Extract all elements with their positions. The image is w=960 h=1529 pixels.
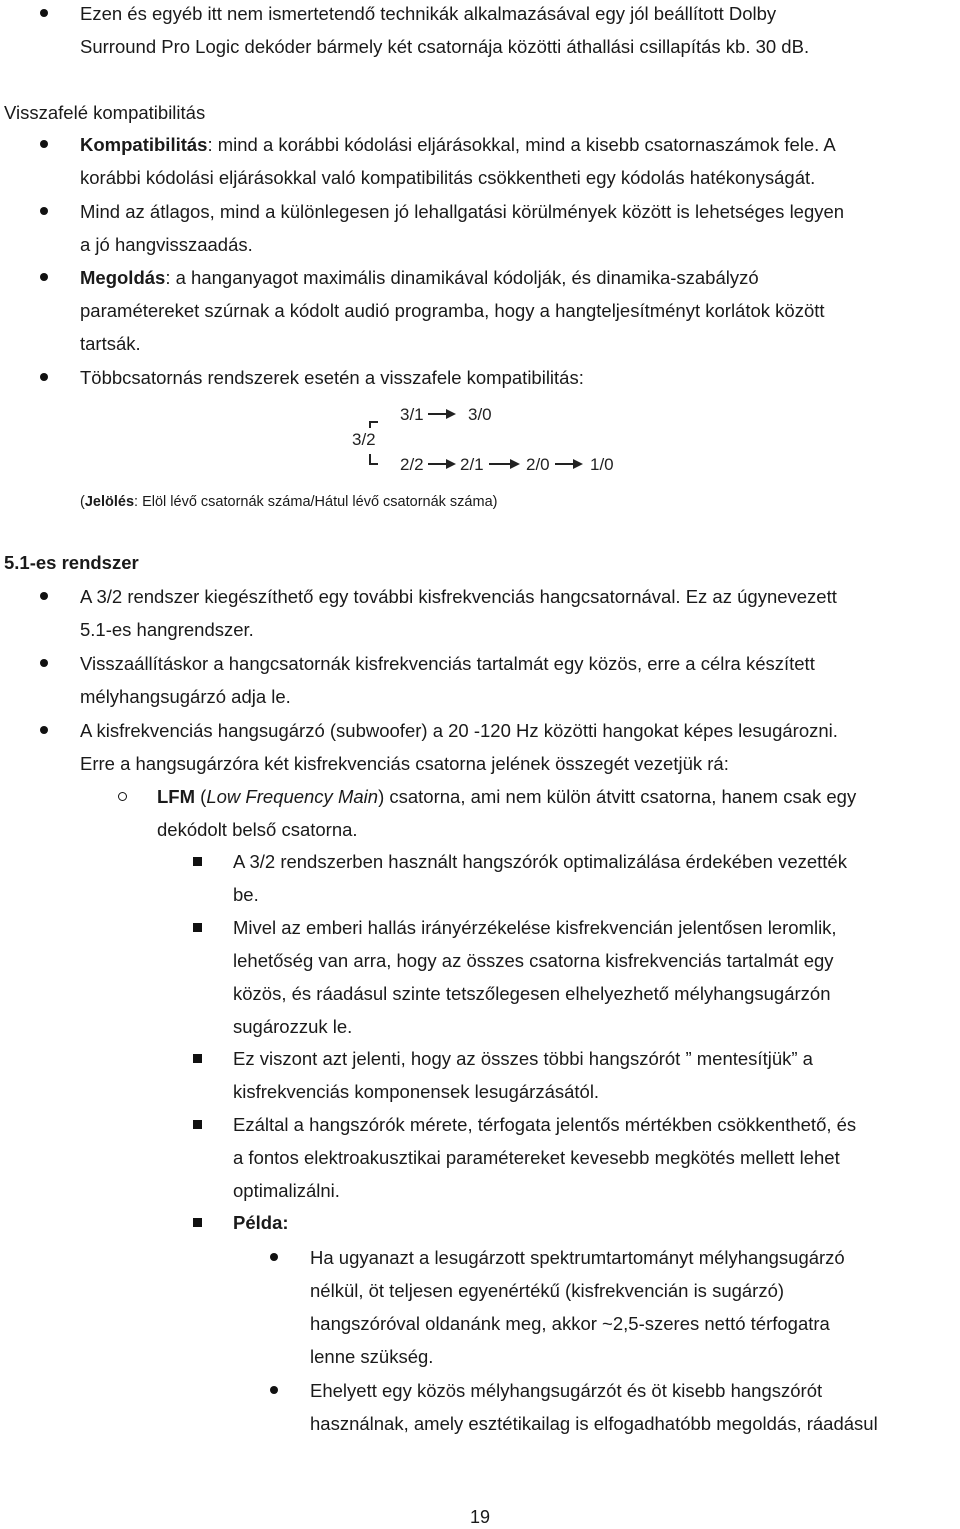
text-line: Ez viszont azt jelenti, hogy az összes többi hangszórót ” mentesítjük” a (233, 1048, 813, 1069)
diagram-caption (80, 492, 497, 512)
text-line: optimalizálni. (233, 1180, 340, 1201)
square-bullet-icon (193, 857, 202, 866)
text-line: Erre a hangsugárzóra két kisfrekvenciás csatorna jelének összegét vezetjük rá: (80, 753, 729, 774)
square-bullet-icon (193, 1120, 202, 1129)
diagram-node: 3/0 (468, 405, 492, 424)
text-line: hangszóróval oldanánk meg, akkor ~2,5-szeres nettó térfogatra (310, 1313, 830, 1334)
section-heading-51: 5.1-es rendszer (4, 552, 139, 573)
bullet-icon (270, 1253, 278, 1261)
text-line: a fontos elektroakusztikai paramétereket kevesebb megkötés mellett lehet (233, 1147, 840, 1168)
text-line: Ezen és egyéb itt nem ismertetendő technikák alkalmazásával egy jól beállított Dolby (80, 3, 777, 24)
bullet-icon (270, 1386, 278, 1394)
text-line: dekódolt belső csatorna. (157, 819, 358, 840)
bold-term: Kompatibilitás (80, 134, 208, 155)
text-line (157, 780, 856, 813)
text-line: Mivel az emberi hallás irányérzékelése kisfrekvencián jelentősen leromlik, (233, 917, 837, 938)
arrow-right-icon (428, 459, 456, 469)
text-span: : a hanganyagot maximális dinamikával kódolják, és dinamika-szabályzó (165, 267, 759, 288)
text-line: 5.1-es hangrendszer. (80, 619, 254, 640)
bullet-icon (40, 592, 48, 600)
text-line: kisfrekvenciás komponensek lesugárzásától. (233, 1081, 600, 1102)
text-line: lenne szükség. (310, 1346, 434, 1367)
text-line: Mind az átlagos, mind a különlegesen jó lehallgatási körülmények között is lehetséges legyen (80, 201, 845, 222)
text-line: Ha ugyanazt a lesugárzott spektrumtartományt mélyhangsugárzó (310, 1247, 845, 1268)
bold-term: Példa: (233, 1212, 289, 1233)
text-line: Ehelyett egy közös mélyhangsugárzót és öt kisebb hangszórót (310, 1380, 823, 1401)
bullet-icon (40, 140, 48, 148)
caption-bold: Jelölés (84, 494, 135, 510)
text-line: korábbi kódolási eljárásokkal való kompatibilitás csökkentheti egy kódolás hatékonyságát. (80, 167, 816, 188)
compatibility-diagram (350, 400, 630, 480)
italic-term: Low Frequency Main (206, 786, 379, 807)
bullet-icon (40, 207, 48, 215)
caption-text: : Elöl lévő csatornák száma/Hátul lévő csatornák száma) (134, 494, 498, 510)
bullet-icon (40, 726, 48, 734)
text-line: Ezáltal a hangszórók mérete, térfogata jelentős mértékben csökkenthető, és (233, 1114, 857, 1135)
bullet-icon (40, 659, 48, 667)
bold-term: Megoldás (80, 267, 166, 288)
arrow-right-icon (489, 459, 520, 469)
text-line: A 3/2 rendszer kiegészíthető egy további kisfrekvenciás hangcsatornával. Ez az úgynevezett (80, 586, 837, 607)
text-line: sugározzuk le. (233, 1016, 353, 1037)
diagram-node: 1/0 (590, 455, 614, 474)
bold-term: LFM (157, 786, 196, 807)
bullet-icon (40, 273, 48, 281)
text-span: ( (195, 786, 207, 807)
diagram-node: 3/1 (400, 405, 424, 424)
text-line: közös, és ráadásul szinte tetszőlegesen elhelyezhető mélyhangsugárzón (233, 983, 831, 1004)
caption-text: ( (80, 494, 85, 510)
circle-bullet-icon (118, 792, 127, 801)
diagram-node-root: 3/2 (352, 430, 376, 449)
text-line: be. (233, 884, 259, 905)
text-span: : mind a korábbi kódolási eljárásokkal, mind a kisebb csatornaszámok fele. A (207, 134, 836, 155)
bullet-icon (40, 9, 48, 17)
text-line: Visszaállításkor a hangcsatornák kisfrekvenciás tartalmát egy közös, erre a célra készített (80, 653, 815, 674)
text-line: a jó hangvisszaadás. (80, 234, 253, 255)
text-line (80, 261, 960, 294)
text-line: paramétereket szúrnak a kódolt audió programba, hogy a hangteljesítményt korlátok között (80, 300, 825, 321)
text-line: mélyhangsugárzó adja le. (80, 686, 291, 707)
text-line: Surround Pro Logic dekóder bármely két csatornája közötti áthallási csillapítás kb. 30 dB. (80, 36, 810, 57)
text-line: A 3/2 rendszerben használt hangszórók optimalizálása érdekében vezették (233, 851, 847, 872)
text-line: A kisfrekvenciás hangsugárzó (subwoofer) a 20 -120 Hz közötti hangokat képes lesugározni. (80, 720, 838, 741)
arrow-right-icon (555, 459, 583, 469)
diagram-node: 2/0 (526, 455, 550, 474)
text-line: lehetőség van arra, hogy az összes csatorna kisfrekvenciás tartalmát egy (233, 950, 834, 971)
text-line (80, 128, 960, 161)
text-span: ) csatorna, ami nem külön átvitt csatorna, hanem csak egy (378, 786, 857, 807)
square-bullet-icon (193, 923, 202, 932)
text-line: nélkül, öt teljesen egyenértékű (kisfrekvencián is sugárzó) (310, 1280, 785, 1301)
text-line: használnak, amely esztétikailag is elfogadhatóbb megoldás, ráadásul (310, 1413, 878, 1434)
page-number: 19 (469, 1507, 491, 1527)
diagram-node: 2/1 (460, 455, 484, 474)
bullet-icon (40, 373, 48, 381)
square-bullet-icon (193, 1054, 202, 1063)
diagram-node: 2/2 (400, 455, 424, 474)
arrow-right-icon (428, 409, 456, 419)
section-heading-compatibility: Visszafelé kompatibilitás (4, 102, 206, 123)
square-bullet-icon (193, 1218, 202, 1227)
text-line: tartsák. (80, 333, 141, 354)
text-line: Többcsatornás rendszerek esetén a visszafele kompatibilitás: (80, 367, 584, 388)
